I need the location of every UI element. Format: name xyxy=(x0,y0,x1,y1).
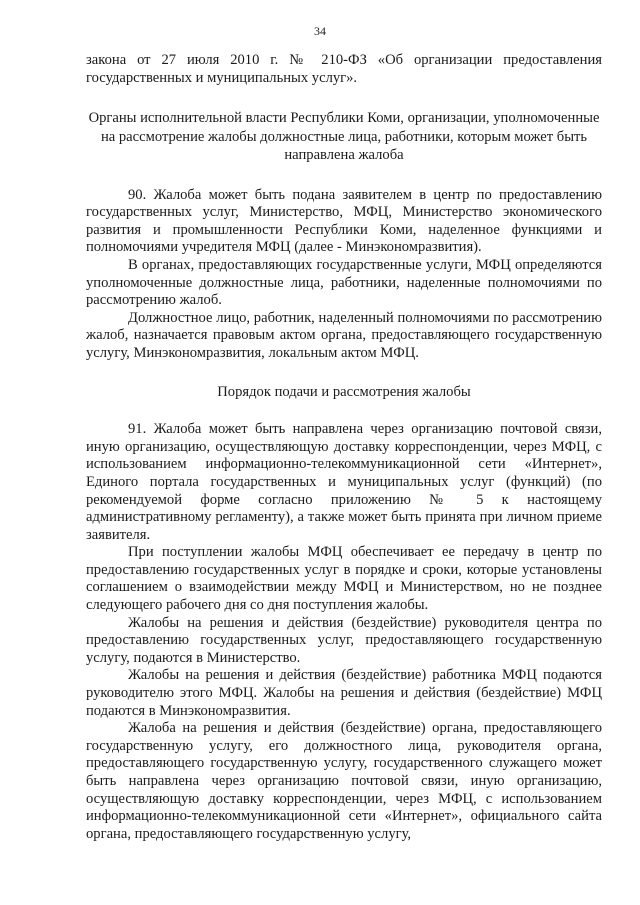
paragraph-91: 91. Жалоба может быть направлена через организацию почтовой связи, иную организацию, осуществляющую доставку корреспонденции, через МФЦ, с использованием информационно-телекоммуникационной сети «Интернет», Единого портала государственных и муниципальных услуг (функций) (по рекомендуемой форме согласно приложению № 5 к настоящему административному регламенту), а также может быть принята при личном приеме заявителя. xyxy=(86,421,602,543)
paragraph-90: 90. Жалоба может быть подана заявителем в центр по предоставлению государственных услуг, Министерство, МФЦ, Министерство экономического развития и промышленности Республики Коми, наделенное функциями и полномочиями учредителя МФЦ (далее - Минэкономразвития). xyxy=(86,186,602,256)
paragraph-center-head-complaints: Жалобы на решения и действия (бездействие) руководителя центра по предоставлению государственных услуг, предоставляющего государственную услугу, подаются в Министерство. xyxy=(86,614,602,666)
paragraph-authorized-officials: В органах, предоставляющих государственные услуги, МФЦ определяются уполномоченные должностные лица, работники, наделенные полномочиями по рассмотрению жалоб. xyxy=(86,257,602,309)
page-number: 34 xyxy=(314,24,326,38)
paragraph-mfc-worker-complaints: Жалобы на решения и действия (бездействие) работника МФЦ подаются руководителю этого МФЦ. Жалобы на решения и действия (бездействие) МФЦ подаются в Минэкономразвития. xyxy=(86,667,602,719)
paragraph-law-reference: закона от 27 июля 2010 г. № 210-ФЗ «Об организации предоставления государственных и муниципальных услуг». xyxy=(86,52,602,86)
section-heading-procedure: Порядок подачи и рассмотрения жалобы xyxy=(217,383,471,400)
document-body xyxy=(86,52,602,843)
paragraph-official-appointment: Должностное лицо, работник, наделенный полномочиями по рассмотрению жалоб, назначается правовым актом органа, предоставляющего государственную услугу, Минэкономразвития, локальным актом МФЦ. xyxy=(86,309,602,362)
section-heading-authorities: Органы исполнительной власти Республики Коми, организации, уполномоченные на рассмотрение жалобы должностные лица, работники, которым может быть направлена жалоба xyxy=(88,110,600,164)
paragraph-authority-complaints: Жалоба на решения и действия (бездействие) органа, предоставляющего государственную услугу, его должностного лица, руководителя органа, предоставляющего государственную услугу, государственного служащего может быть направлена через организацию почтовой связи, иную организацию, осуществляющую доставку корреспонденции, через МФЦ, с использованием информационно-телекоммуникационной сети «Интернет», официального сайта органа, предоставляющего государственную услугу, xyxy=(86,720,602,842)
paragraph-mfc-transfer: При поступлении жалобы МФЦ обеспечивает ее передачу в центр по предоставлению государственных услуг в порядке и сроки, которые установлены соглашением о взаимодействии между МФЦ и Министерством, но не позднее следующего рабочего дня со дня поступления жалобы. xyxy=(86,544,602,614)
